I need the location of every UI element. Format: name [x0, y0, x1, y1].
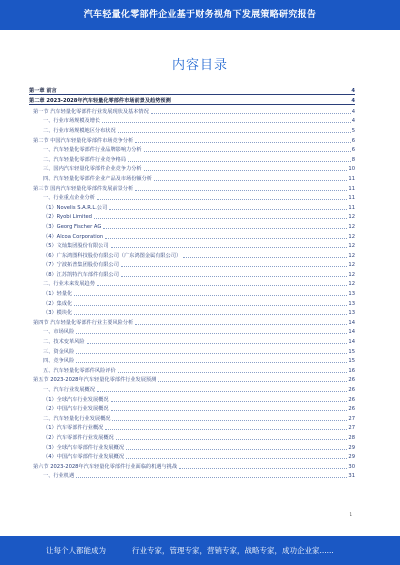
- toc-entry-label: （1）汽车零部件行业概况: [43, 425, 104, 432]
- toc-entry-label: 第二章 2023-2028年汽车轻量化零部件市场前景及趋势预测: [29, 98, 171, 105]
- toc-entry-page: 26: [348, 377, 355, 384]
- toc-entry-label: 第四节 汽车轻量化零部件行业主要风险分析: [33, 319, 134, 326]
- table-of-contents: [29, 84, 355, 492]
- toc-entry-label: 四、汽车轻量化零部件企业产品及市场份额分析: [43, 175, 152, 182]
- toc-leader-dots: [111, 410, 348, 411]
- toc-leader-dots: [76, 362, 347, 363]
- toc-entry-label: 五、汽车轻量化零部件风险评价: [43, 367, 116, 374]
- toc-title: 内容目录: [171, 58, 228, 73]
- toc-entry-label: （6）广东鸿图科技股份有限公司（广东鸿图金属有限公司）: [43, 252, 182, 259]
- toc-entry-page: 4: [351, 98, 355, 105]
- toc-entry-label: 一、市场风险: [43, 329, 75, 336]
- toc-entry[interactable]: [29, 316, 355, 326]
- toc-entry-label: 二、汽车轻量化零部件行业竞争格局: [43, 156, 127, 163]
- toc-leader-dots: [94, 218, 347, 219]
- toc-entry-page: 11: [348, 204, 355, 211]
- toc-entry-page: 29: [348, 454, 355, 461]
- toc-entry-page: 26: [348, 406, 355, 413]
- toc-entry-page: 10: [348, 166, 355, 173]
- toc-entry-label: （2）中国汽车行业发展概况: [43, 406, 109, 413]
- toc-entry[interactable]: [29, 326, 355, 336]
- toc-entry[interactable]: [29, 412, 355, 422]
- toc-entry-page: 6: [351, 137, 355, 144]
- toc-entry-label: 二、行业未来发展趋势: [43, 281, 95, 288]
- toc-entry-page: 12: [348, 281, 355, 288]
- toc-entry-label: 三、国内汽车轻量化零部件企业竞争力分析: [43, 166, 142, 173]
- toc-entry-label: 第一章 前言: [29, 87, 57, 94]
- toc-entry[interactable]: [29, 451, 355, 461]
- toc-entry[interactable]: [29, 230, 355, 240]
- toc-entry[interactable]: [29, 249, 355, 259]
- toc-entry-page: 16: [348, 367, 355, 374]
- toc-entry[interactable]: [29, 374, 355, 384]
- toc-leader-dots: [97, 285, 348, 286]
- toc-entry[interactable]: [29, 393, 355, 403]
- toc-entry[interactable]: [29, 268, 355, 278]
- toc-entry[interactable]: [29, 403, 355, 413]
- toc-entry[interactable]: [29, 307, 355, 317]
- toc-entry-label: 第三节 国内汽车轻量化零部件发展前景分析: [33, 185, 134, 192]
- toc-leader-dots: [74, 295, 347, 296]
- toc-entry[interactable]: [29, 163, 355, 173]
- toc-leader-dots: [112, 420, 347, 421]
- toc-entry[interactable]: [29, 441, 355, 451]
- toc-entry-label: （3）模块化: [43, 310, 73, 317]
- toc-entry-label: 第六节 2023-2028年汽车轻量化零部件行业面临的机遇与挑战: [33, 463, 178, 470]
- toc-entry-label: （2）Ryobi Limited: [43, 214, 92, 221]
- toc-entry-label: 一、汽车轻量化零部件行业品牌影响力分析: [43, 147, 142, 154]
- toc-entry-label: （3）全球汽车零部件行业发展概况: [43, 444, 125, 451]
- toc-entry-page: 13: [348, 300, 355, 307]
- toc-entry-label: 四、竞争风险: [43, 358, 75, 365]
- toc-leader-dots: [135, 324, 347, 325]
- toc-entry-page: 6: [351, 147, 355, 154]
- toc-entry-label: 一、行业机遇: [43, 473, 75, 480]
- toc-entry-page: 12: [348, 223, 355, 230]
- toc-entry-label: （8）江苏凯特汽车部件有限公司: [43, 271, 119, 278]
- toc-entry-page: 4: [351, 87, 355, 94]
- toc-entry[interactable]: [29, 364, 355, 374]
- toc-leader-dots: [179, 468, 347, 469]
- footer-slogan: 让每个人都能成为: [46, 546, 106, 555]
- toc-leader-dots: [128, 161, 351, 162]
- toc-leader-dots: [135, 190, 347, 191]
- toc-leader-dots: [74, 305, 347, 306]
- footer-roles: 行业专家，管理专家，营销专家，战略专家，成功企业家......: [132, 546, 334, 555]
- toc-entry[interactable]: [29, 470, 355, 480]
- toc-leader-dots: [103, 228, 347, 229]
- toc-entry[interactable]: [29, 134, 355, 144]
- toc-entry-page: 28: [348, 434, 355, 441]
- toc-leader-dots: [144, 170, 348, 171]
- toc-entry-page: 30: [348, 463, 355, 470]
- toc-entry-page: 26: [348, 396, 355, 403]
- toc-entry-page: 14: [348, 329, 355, 336]
- report-header: [0, 0, 400, 30]
- toc-entry-label: （1）轻量化: [43, 291, 73, 298]
- toc-entry-label: （2）汽车零部件行业发展概况: [43, 434, 114, 441]
- toc-leader-dots: [109, 209, 347, 210]
- toc-entry[interactable]: [29, 240, 355, 250]
- toc-entry-label: （2）集成化: [43, 300, 73, 307]
- toc-entry-page: 12: [348, 233, 355, 240]
- toc-entry-page: 27: [348, 415, 355, 422]
- toc-leader-dots: [154, 180, 347, 181]
- toc-leader-dots: [111, 247, 348, 248]
- toc-entry-page: 14: [348, 319, 355, 326]
- toc-entry-page: 26: [348, 387, 355, 393]
- toc-entry-page: 29: [348, 444, 355, 451]
- toc-entry-page: 4: [351, 108, 355, 115]
- toc-entry-label: 第五节 2023-2028年汽车轻量化零部件行业发展预测: [33, 377, 157, 384]
- toc-leader-dots: [121, 266, 347, 267]
- toc-entry-page: 12: [348, 214, 355, 221]
- toc-entry-page: 27: [348, 425, 355, 432]
- toc-entry-label: 第二节 中国汽车轻量化零部件市场竞争分析: [33, 137, 134, 144]
- toc-entry[interactable]: [29, 115, 355, 125]
- toc-entry-page: 11: [348, 195, 355, 202]
- toc-entry[interactable]: [29, 211, 355, 221]
- toc-entry-label: 一、行业重点企业分析: [43, 195, 95, 202]
- toc-entry[interactable]: [29, 153, 355, 163]
- toc-entry-label: （3）Georg Fischer AG: [43, 223, 102, 230]
- toc-entry-page: 14: [348, 339, 355, 346]
- page-number: 1: [349, 512, 352, 517]
- toc-entry-label: 三、资金风险: [43, 348, 75, 355]
- toc-entry-page: 13: [348, 291, 355, 298]
- toc-entry-label: （1）Novelis S.A.R.L.公司: [43, 204, 108, 211]
- report-title: 汽车轻量化零部件企业基于财务视角下发展策略研究报告: [83, 10, 317, 20]
- toc-entry[interactable]: [29, 460, 355, 470]
- toc-leader-dots: [97, 391, 348, 392]
- toc-entry[interactable]: [29, 84, 355, 95]
- toc-entry-page: 15: [348, 348, 355, 355]
- toc-entry[interactable]: [29, 345, 355, 355]
- toc-entry[interactable]: [29, 182, 355, 192]
- toc-leader-dots: [126, 449, 347, 450]
- toc-leader-dots: [121, 276, 347, 277]
- toc-leader-dots: [118, 132, 351, 133]
- toc-leader-dots: [74, 314, 347, 315]
- toc-leader-dots: [76, 333, 347, 334]
- footer-banner: [0, 536, 400, 565]
- toc-leader-dots: [151, 113, 351, 114]
- toc-entry[interactable]: [29, 278, 355, 288]
- toc-entry-label: 一、行业市场规模及增长: [43, 118, 101, 125]
- toc-entry-label: 二、行业市场规模地区分布状况: [43, 127, 116, 134]
- toc-leader-dots: [118, 372, 348, 373]
- toc-entry[interactable]: [29, 287, 355, 297]
- toc-entry[interactable]: [29, 105, 355, 115]
- toc-entry-label: （4）中国汽车零部件行业发展概况: [43, 454, 125, 461]
- toc-entry[interactable]: [29, 431, 355, 441]
- toc-leader-dots: [144, 151, 351, 152]
- toc-entry[interactable]: [29, 297, 355, 307]
- toc-entry-page: 12: [348, 243, 355, 250]
- toc-leader-dots: [105, 429, 347, 430]
- toc-entry-label: 第一节 汽车轻量化零部件行业发展现状及基本情况: [33, 108, 149, 115]
- toc-entry-page: 5: [351, 127, 355, 134]
- toc-entry[interactable]: [29, 144, 355, 154]
- toc-entry[interactable]: [29, 192, 355, 202]
- toc-entry[interactable]: [29, 259, 355, 269]
- toc-leader-dots: [116, 439, 348, 440]
- toc-entry[interactable]: [29, 422, 355, 432]
- toc-entry-label: （1）全球汽车行业发展概况: [43, 396, 109, 403]
- toc-entry[interactable]: [29, 335, 355, 345]
- toc-leader-dots: [126, 458, 347, 459]
- toc-entry[interactable]: [29, 383, 355, 393]
- toc-entry-label: 二、技术变革风险: [43, 339, 85, 346]
- toc-leader-dots: [183, 257, 347, 258]
- toc-entry-page: 12: [348, 252, 355, 259]
- toc-entry-page: 11: [348, 185, 355, 192]
- toc-entry-page: 31: [348, 473, 355, 480]
- toc-entry-label: 一、汽车行业发展概况: [43, 387, 95, 393]
- toc-entry-page: 15: [348, 358, 355, 365]
- toc-entry-page: 12: [348, 262, 355, 269]
- toc-leader-dots: [102, 122, 351, 123]
- toc-entry-page: 12: [348, 271, 355, 278]
- toc-leader-dots: [97, 199, 348, 200]
- toc-entry[interactable]: [29, 172, 355, 182]
- toc-leader-dots: [111, 401, 348, 402]
- toc-entry[interactable]: [29, 220, 355, 230]
- toc-entry[interactable]: [29, 124, 355, 134]
- toc-leader-dots: [158, 381, 347, 382]
- toc-entry-label: （4）Alcoa Corporation: [43, 233, 104, 240]
- toc-leader-dots: [87, 343, 348, 344]
- toc-leader-dots: [105, 238, 347, 239]
- toc-entry-page: 8: [351, 156, 355, 163]
- toc-entry[interactable]: [29, 201, 355, 211]
- toc-leader-dots: [76, 353, 347, 354]
- toc-entry-label: 二、汽车轻量化行业发展概况: [43, 415, 111, 422]
- toc-leader-dots: [135, 142, 350, 143]
- toc-entry[interactable]: [29, 355, 355, 365]
- toc-entry-page: 11: [348, 175, 355, 182]
- toc-entry-page: 13: [348, 310, 355, 317]
- toc-entry-label: （5）文灿集团股份有限公司: [43, 243, 109, 250]
- toc-entry-page: 4: [351, 118, 355, 125]
- toc-entry[interactable]: [29, 95, 355, 106]
- toc-leader-dots: [76, 477, 347, 478]
- toc-entry-label: （7）宁波拓普集团股份有限公司: [43, 262, 119, 269]
